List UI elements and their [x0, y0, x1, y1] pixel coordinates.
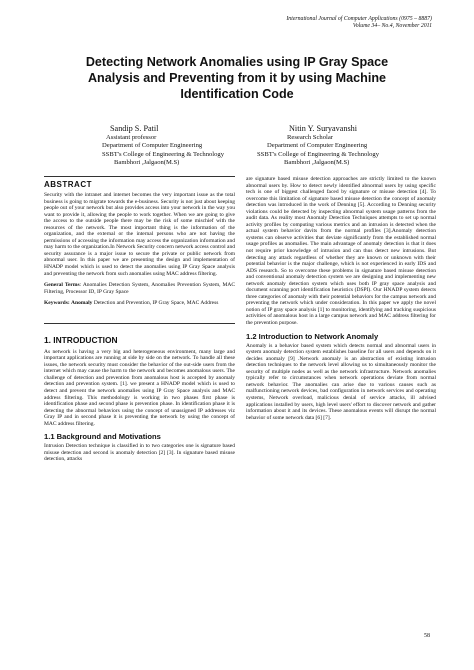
keywords-text: Detection and Prevention, IP Gray Space, MAC Address — [92, 300, 219, 307]
author-name: Sandip S. Patil — [110, 124, 159, 133]
journal-header — [286, 16, 432, 30]
author-college: SSBT's College of Engineering & Technology — [102, 150, 225, 158]
introduction-body: As network is having a very big and heterogeneous environment, many large and important applications are running at side by side on the network. To handle all these issues, the network security must consider the behavior of the out-side users from the internet which may cause the harm to the network and becomes anomalous users. The challenge of detection and prevention from anomalous host is accepted by anomaly detection and prevention system. [1]. we present a HNADP model which is used to detect and prevent the network anomalies using IP Gray Space analysis and MAC address filtering. This methodology is working in two phases first phase is identification phase and second phase is prevention phase. In identification phase it is detecting the abnormal behaviors using the concept of unassigned IP addresses viz Gray IP and in second phase it is preventing the network by using the concept of MAC address filtering. — [44, 348, 235, 427]
page-number: 58 — [424, 633, 430, 639]
author-location: Bambhori ,Jalgaon(M.S) — [284, 159, 350, 167]
general-terms-label: General Terms — [44, 282, 80, 289]
author-name: Nitin Y. Suryavanshi — [289, 124, 358, 133]
author-location: Bambhori ,Jalgaon(M.S) — [114, 159, 180, 167]
author-department: Department of Computer Engineering — [102, 142, 203, 150]
keywords — [44, 300, 235, 307]
author-college: SSBT's College of Engineering & Technology — [257, 150, 380, 158]
right-column — [246, 176, 436, 421]
abstract-body: Security with the intranet and internet becomes the very important issue as the total business is going to migrate towards the e-business. Security is not just about keeping people out of your network but also provides access into your network in the way you want to provide it, allowing the people to work together. When we are going to give the access to the outside people there may be the risk of some mischief with the resources of the network. The most important thing is the information of the organization, and the external or the internal persons who are not having the permissions of accessing the information may access the organization information and may harm to the organization.In Network Security concern network access control and security assurance is a major issue to secure the private or public network from abnormal user. In this paper we are presenting the design and implementation of HNADP model which is used to detect the anomalies using IP Gray Space analysis and preventing the network from such anomalies using MAC address filtering. — [44, 192, 235, 277]
title-line-3: Identification Code — [180, 86, 294, 101]
keywords-label: Keywords: — [44, 300, 70, 307]
general-terms-text: : Anomalies Detection System, Anomalies Prevention System, MAC Filtering, Processor ID, IP Gray Space — [44, 282, 236, 295]
section-heading-network-anomaly: 1.2 Introduction to Network Anomaly — [246, 331, 379, 341]
title-line-1: Detecting Network Anomalies using IP Gray Space — [85, 55, 389, 69]
abstract-box — [44, 176, 235, 324]
background-body: Intrusion Detection technique is classified in to two categories one is signature based misuse detection and second is anomaly detection [2] [3]. In signature based misuse detection, attacks — [44, 443, 235, 463]
right-column-paragraph-1: are signature based misuse detection approaches are strictly limited to the known abnormal users by. How to detect newly identified abnormal users by using specific tech is one of biggest challenged faced by signature or misuse detection [4]. To overcome this limitation of signature based misuse detection the concept of anomaly detection was introduced in the work of Denning [5]. According to Denning security violations could be detected by inspecting abnormal system usage patterns from the audit data. As reality most Anomaly Detection Techniques attempts to set up normal activity profiles by computing various metrics and an intrusion is detected when the actual system behavior davits from the normal profiles [3].Anomaly detection systems can observe activities that deviate significantly from the established normal usage profiles as anomalies. The main advantage of anomaly detection is that it does not require prior knowledge of intrusion and can thus detect new intrusions. But detecting any attack regardless of whether they are known or unknown with their potential behavior is the major challenge, which is not experienced in early IDS and ADS research. So to overcome these problems in signature based misuse detection and conventional anomaly detection system we are designing and implementing new network anomaly detection system which uses both IP gray space analysis and document scanning port identification heuristics (DSPI). Our HNADP system detects three categories of anomaly with their potential behaviors for the campus network and preventing the network which under consideration. In this paper we apply the novel notion of IP gray space analysis [1] to monitoring, identifying and tracking suspicious activities of anomalous host in a large campus network and MAC address filtering for the prevention purpose. — [246, 176, 436, 327]
title-line-2: Analysis and Preventing from it by using Machine — [87, 70, 387, 85]
paper-title — [30, 55, 444, 102]
section-heading-introduction: 1. INTRODUCTION — [44, 334, 118, 345]
section-heading-background: 1.1 Background and Motivations — [44, 432, 161, 442]
left-column — [44, 176, 235, 463]
general-terms — [44, 282, 235, 295]
keywords-bold-term: Anomaly — [71, 300, 93, 307]
author-role: Research Scholar — [287, 134, 333, 141]
author-role: Assistant professor — [106, 134, 157, 141]
author-department: Department of Computer Engineering — [267, 142, 368, 150]
journal-name: International Journal of Computer Applications (0975 – 8887) — [286, 16, 432, 22]
abstract-heading: ABSTRACT — [44, 180, 92, 189]
journal-volume: Volume 34– No.4, November 2011 — [352, 23, 432, 29]
author-block-2 — [257, 123, 437, 168]
right-column-paragraph-2: Anomaly is a behavior based system which detects normal and abnormal users in system anomaly detection system establishes baseline for all users and depends on it decides anomaly [9] .Network anomaly is an abstraction of existing intrusion detection techniques to the network level allowing us to simultaneously monitor the security of multiple nodes as well as the network infrastructure. Network anomalies typically refer to circumstances when network operations deviate from normal network behavior. The anomalies can arise due to various causes such as malfunctioning network devices, bad configuration in network services and operating systems, Network overload, malicious denial of service attacks, ill advised applications installed by users, high level users' effort to discover network and gather information about it and its devices. These anomalous events will disrupt the normal behavior of some network data [6] [7]. — [246, 342, 436, 421]
author-block-1 — [102, 123, 232, 168]
